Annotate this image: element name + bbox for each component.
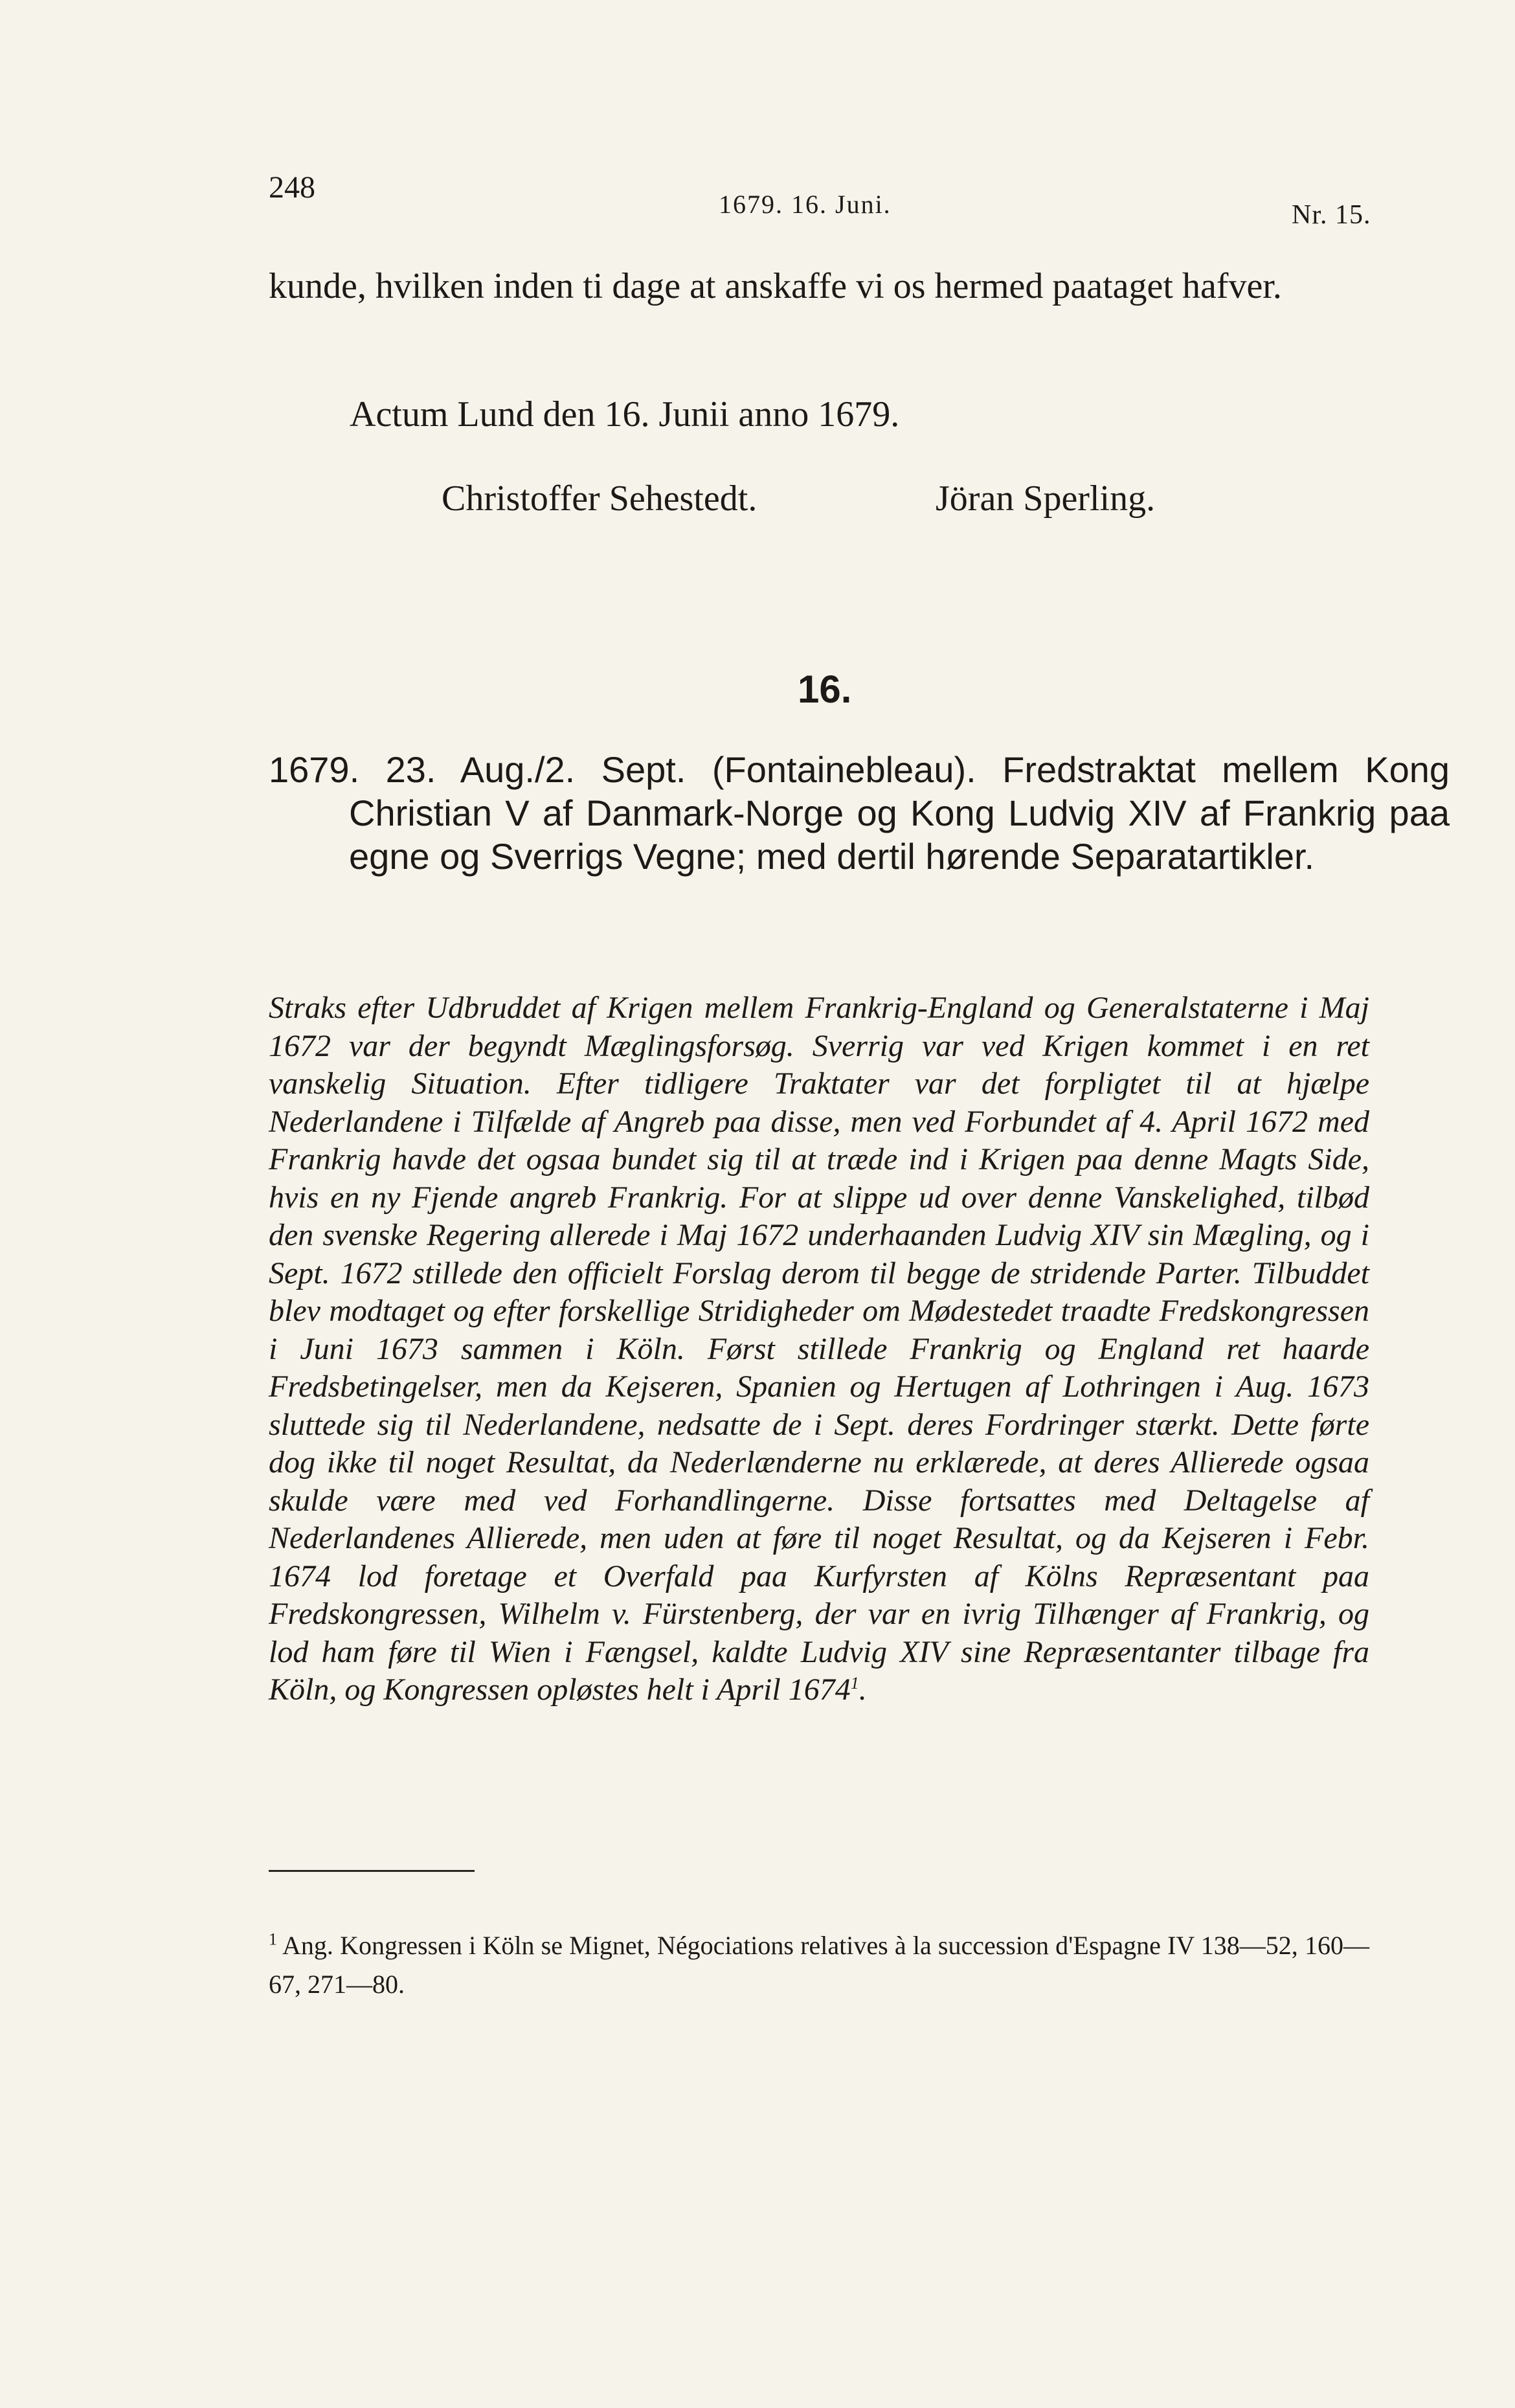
running-header-number: Nr. 15. bbox=[1292, 200, 1371, 230]
introduction-end: . bbox=[858, 1672, 867, 1707]
footnote bbox=[269, 1926, 1369, 2004]
footnote-marker: 1 bbox=[269, 1930, 277, 1949]
section-number: 16. bbox=[798, 668, 852, 711]
footnote-divider bbox=[269, 1870, 475, 1872]
signature-sehestedt: Christoffer Sehestedt. bbox=[442, 478, 758, 519]
footnote-reference: 1 bbox=[850, 1674, 859, 1693]
actum-line: Actum Lund den 16. Junii anno 1679. bbox=[350, 394, 900, 434]
running-header-date: 1679. 16. Juni. bbox=[719, 190, 892, 219]
introduction-paragraph bbox=[269, 989, 1369, 1709]
footnote-text: Ang. Kongressen i Köln se Mignet, Négociations relatives à la succession d'Espagne IV 138—52, 160—67, 271—80. bbox=[269, 1931, 1369, 1999]
treaty-title: 1679. 23. Aug./2. Sept. (Fontainebleau). Fredstraktat mellem Kong Christian V af Danmark-Norge og Kong Ludvig XIV af Frankrig paa egne og Sverrigs Vegne; med dertil hørende Separatartikler. bbox=[269, 749, 1450, 877]
page-number: 248 bbox=[269, 170, 315, 205]
signature-sperling: Jöran Sperling. bbox=[936, 478, 1156, 519]
introduction-text: Straks efter Udbruddet af Krigen mellem Frankrig-England og Generalstaterne i Maj 1672 var der begyndt Mæglingsforsøg. Sverrig var ved Krigen kommet i en ret vanskelig Situation. Efter tidligere Traktater var det forpligtet til at hjælpe Nederlandene i Tilfælde af Angreb paa disse, men ved Forbundet af 4. April 1672 med Frankrig havde det ogsaa bundet sig til at træde ind i Krigen paa denne Magts Side, hvis en ny Fjende angreb Frankrig. For at slippe ud over denne Vanskelighed, tilbød den svenske Regering allerede i Maj 1672 underhaanden Ludvig XIV sin Mægling, og i Sept. 1672 stillede den officielt Forslag derom til begge de stridende Parter. Tilbuddet blev modtaget og efter forskellige Stridigheder om Mødestedet traadte Fredskongressen i Juni 1673 sammen i Köln. Først stillede Frankrig og England ret haarde Fredsbetingelser, men da Kejseren, Spanien og Hertugen af Lothringen i Aug. 1673 sluttede sig til Nederlandene, nedsatte de i Sept. deres Fordringer stærkt. Dette førte dog ikke til noget Resultat, da Nederlænderne nu erklærede, at deres Allierede ogsaa skulde være med ved Forhandlingerne. Disse fortsattes med Deltagelse af Nederlandenes Allierede, men uden at føre til noget Resultat, og da Kejseren i Febr. 1674 lod foretage et Overfald paa Kurfyrsten af Kölns Repræsentant paa Fredskongressen, Wilhelm v. Fürstenberg, der var en ivrig Tilhænger af Frankrig, og lod ham føre til Wien i Fængsel, kaldte Ludvig XIV sine Repræsentanter tilbage fra Köln, og Kongressen opløstes helt i April 1674 bbox=[269, 991, 1369, 1707]
closing-paragraph: kunde, hvilken inden ti dage at anskaffe vi os hermed paataget hafver. bbox=[269, 266, 1282, 306]
